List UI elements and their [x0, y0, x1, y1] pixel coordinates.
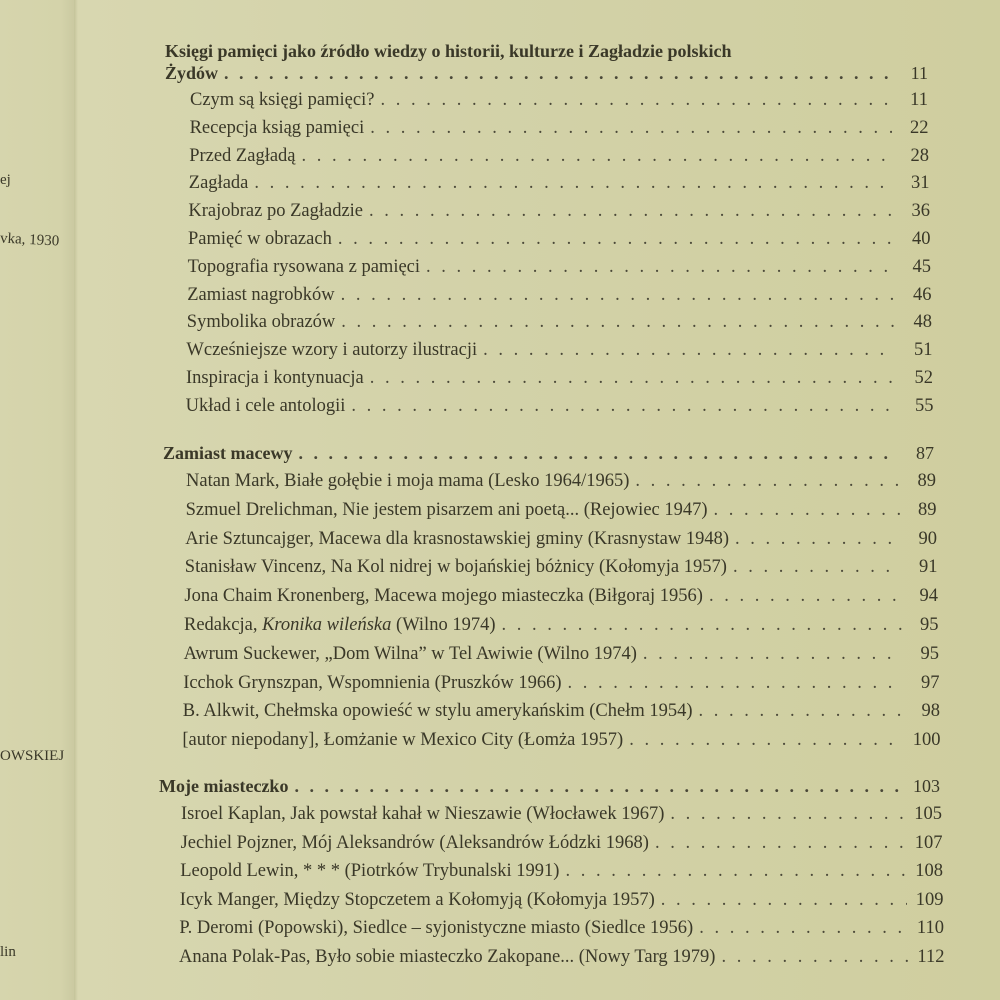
toc-entry-row[interactable]: [184, 643, 939, 665]
page-number: 48: [913, 312, 932, 333]
page-number: 11: [910, 90, 928, 110]
entry-title-prefix: Redakcja,: [184, 615, 263, 635]
toc-section-row[interactable]: [159, 775, 940, 797]
dot-leader: [635, 470, 900, 492]
dot-leader: [483, 339, 896, 361]
page-number: 46: [912, 284, 932, 305]
entry-title: B. Alkwit, Chełmska opowieść w stylu amerykańskim (Chełm 1954): [182, 701, 693, 722]
dot-leader: [224, 62, 892, 84]
page-number: 55: [914, 395, 934, 416]
dot-leader: [661, 889, 908, 911]
toc-section-row[interactable]: [163, 442, 934, 464]
entry-title: Natan Mark, Białe gołębie i moja mama (Lesko 1964/1965): [186, 471, 630, 491]
toc-entry-row[interactable]: [188, 256, 931, 278]
entry-title: Symbolika obrazów: [186, 312, 336, 333]
dot-leader: [699, 917, 908, 939]
page-number: 45: [912, 256, 931, 277]
dot-leader: [735, 528, 901, 550]
entry-title: Jechiel Pojzner, Mój Aleksandrów (Aleksandrów Łódzki 1968): [180, 832, 649, 853]
entry-title: Jona Chaim Kronenberg, Macewa mojego miasteczka (Biłgoraj 1956): [184, 586, 703, 607]
entry-title: Anana Polak-Pas, Było sobie miasteczko Zakopane... (Nowy Targ 1979): [179, 947, 716, 967]
entry-title: Icchok Grynszpan, Wspomnienia (Pruszków 1966): [183, 672, 562, 693]
entry-title: Awrum Suckewer, „Dom Wilna” w Tel Awiwie (Wilno 1974): [183, 643, 637, 664]
entry-title: Układ i cele antologii: [185, 395, 346, 416]
entry-title: Wcześniejsze wzory i autorzy ilustracji: [186, 340, 478, 361]
left-page-fragment: ej: [0, 172, 11, 188]
dot-leader: [501, 614, 902, 636]
dot-leader: [629, 729, 904, 751]
page-number: 95: [920, 643, 939, 664]
page-number: 100: [912, 730, 941, 751]
dot-leader: [338, 228, 895, 250]
section-title: Żydów: [165, 63, 219, 83]
page-number: 28: [910, 145, 929, 166]
page-number: 36: [911, 201, 930, 222]
entry-title-italic: Kronika wileńska: [262, 615, 392, 635]
entry-title: Isroel Kaplan, Jak powstał kahał w Nieszawie (Włocławek 1967): [181, 804, 665, 824]
toc-entry-row[interactable]: [189, 172, 930, 194]
page-number: 108: [915, 861, 943, 882]
dot-leader: [298, 442, 898, 464]
dot-leader: [341, 311, 896, 333]
entry-title: Inspiracja i kontynuacja: [186, 368, 364, 388]
entry-title: Przed Zagładą: [189, 145, 296, 166]
page-number: 90: [918, 528, 937, 549]
page-number: 112: [917, 947, 945, 967]
dot-leader: [370, 367, 897, 389]
toc-section-row[interactable]: [165, 62, 928, 84]
entry-title: Zagłada: [188, 173, 249, 194]
left-page: [0, 0, 76, 1000]
dot-leader: [294, 775, 904, 797]
toc-entry-row[interactable]: [186, 395, 934, 417]
dot-leader: [369, 200, 894, 222]
toc-entry-row[interactable]: [179, 917, 944, 939]
section-title: Moje miasteczko: [159, 776, 289, 796]
dot-leader: [733, 556, 902, 578]
entry-title: Arie Sztuncajger, Macewa dla krasnostawskiej gminy (Krasnystaw 1948): [185, 528, 730, 549]
dot-leader: [714, 499, 901, 521]
left-page-fragment: OWSKIEJ: [0, 748, 65, 764]
entry-title: Icyk Manger, Między Stopczetem a Kołomyją (Kołomyja 1957): [179, 889, 655, 910]
entry-title: Leopold Lewin, * * * (Piotrków Trybunalski 1991): [180, 861, 560, 882]
page-number: 11: [910, 63, 928, 83]
page-number: 97: [920, 672, 940, 693]
entry-title: Zamiast nagrobków: [187, 284, 335, 305]
toc-entry-row[interactable]: [189, 145, 929, 167]
page-number: 87: [916, 443, 934, 463]
dot-leader: [643, 643, 903, 665]
page-number: 52: [914, 368, 933, 388]
toc-entry-row[interactable]: [187, 284, 931, 306]
dot-leader: [721, 946, 908, 968]
toc-entry-row[interactable]: [180, 889, 944, 911]
toc-entry-row[interactable]: [185, 556, 938, 578]
section-title: Zamiast macewy: [163, 443, 293, 463]
toc-entry-row[interactable]: [183, 672, 939, 694]
toc-entry-row[interactable]: [186, 339, 932, 361]
page-number: 91: [918, 557, 938, 578]
entry-title: Pamięć w obrazach: [188, 229, 332, 249]
dot-leader: [655, 832, 907, 854]
toc-entry-row[interactable]: [182, 729, 940, 751]
entry-title: Szmuel Drelichman, Nie jestem pisarzem ani poetą... (Rejowiec 1947): [185, 499, 708, 520]
toc-entry-row[interactable]: [181, 803, 942, 825]
toc-entry-row[interactable]: [179, 946, 945, 968]
page-number: 31: [910, 173, 930, 194]
left-page-fragment: vka, 1930: [0, 230, 60, 250]
toc-entry-row[interactable]: [184, 585, 938, 607]
page-number: 107: [914, 832, 943, 853]
entry-title: [184, 614, 495, 636]
toc-entry-row[interactable]: [181, 832, 943, 854]
dot-leader: [302, 145, 893, 167]
toc-entry-row[interactable]: [184, 614, 939, 636]
dot-leader: [568, 672, 904, 694]
toc-entry-row[interactable]: [190, 89, 928, 111]
dot-leader: [254, 172, 893, 194]
dot-leader: [341, 284, 896, 306]
entry-title: Topografia rysowana z pamięci: [187, 256, 421, 277]
entry-title: Krajobraz po Zagładzie: [188, 201, 364, 222]
dot-leader: [670, 803, 906, 825]
page-number: 22: [909, 117, 929, 138]
entry-title: Recepcja ksiąg pamięci: [189, 117, 365, 138]
toc-entry-row[interactable]: [186, 470, 936, 492]
dot-leader: [699, 700, 904, 722]
page-number: 51: [913, 340, 933, 361]
dot-leader: [565, 860, 907, 882]
entry-title: Stanisław Vincenz, Na Kol nidrej w bojańskiej bóżnicy (Kołomyja 1957): [184, 557, 727, 578]
toc-entry-row[interactable]: [188, 228, 931, 250]
toc-entry-row[interactable]: [190, 117, 929, 139]
toc-entry-row[interactable]: [185, 528, 937, 550]
page-number: 109: [915, 889, 944, 910]
page-number: 105: [914, 804, 942, 824]
toc-entry-row[interactable]: [188, 200, 930, 222]
page-number: 103: [913, 776, 940, 796]
dot-leader: [426, 256, 895, 278]
page-number: 98: [921, 701, 940, 722]
page-number: 110: [916, 918, 944, 939]
entry-title-suffix: (Wilno 1974): [391, 615, 496, 635]
toc-entry-row[interactable]: [187, 311, 932, 333]
entry-title: [autor niepodany], Łomżanie w Mexico City (Łomża 1957): [182, 730, 624, 751]
toc-entry-row[interactable]: [186, 367, 933, 389]
toc-entry-row[interactable]: [180, 860, 943, 882]
page-number: 95: [920, 615, 939, 635]
page-number: 40: [912, 229, 931, 249]
dot-leader: [370, 117, 892, 139]
page-number: 89: [917, 471, 936, 491]
entry-title: Czym są księgi pamięci?: [190, 90, 375, 110]
page-number: 89: [917, 499, 937, 520]
toc-entry-row[interactable]: [186, 499, 937, 521]
dot-leader: [709, 585, 902, 607]
dot-leader: [380, 89, 892, 111]
page-number: 94: [919, 586, 938, 607]
left-page-fragment: lin: [0, 944, 16, 960]
toc-entry-row[interactable]: [183, 700, 940, 722]
entry-title: P. Deromi (Popowski), Siedlce – syjonistyczne miasto (Siedlce 1956): [179, 918, 694, 939]
section-heading: Księgi pamięci jako źródło wiedzy o historii, kulturze i Zagładzie polskich: [165, 41, 732, 61]
dot-leader: [351, 395, 897, 417]
